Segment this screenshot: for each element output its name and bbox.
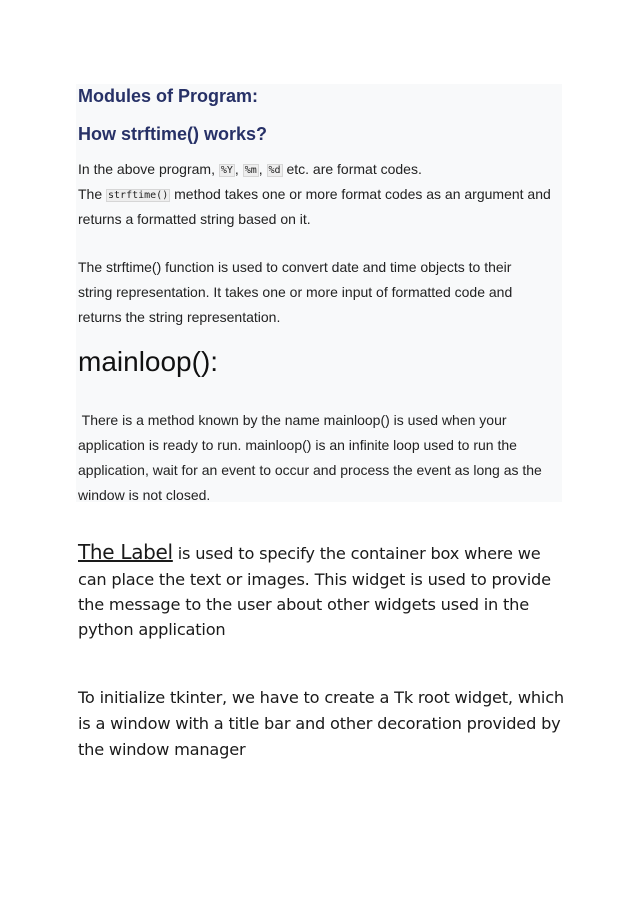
the-label-text: The Label (78, 540, 173, 564)
label-paragraph-line-4: python application (78, 620, 226, 639)
tkinter-paragraph-line-2: is a window with a title bar and other decoration provided by (78, 714, 561, 733)
label-paragraph-line-1 (78, 540, 541, 564)
text-fragment: In the above program, (78, 161, 219, 177)
strftime-paragraph-line-1 (78, 161, 422, 177)
strftime-paragraph-line-3: returns a formatted string based on it. (78, 211, 311, 227)
mainloop-paragraph-line-4: window is not closed. (78, 487, 211, 503)
text-fragment: , (258, 161, 267, 177)
code-Y: %Y (220, 165, 233, 176)
code-m: %m (244, 165, 257, 176)
heading-mainloop: mainloop(): (78, 346, 219, 377)
code-strftime: strftime() (108, 190, 169, 201)
heading-strftime: How strftime() works? (78, 124, 268, 144)
text-fragment: etc. are format codes. (282, 161, 422, 177)
text-fragment: , (234, 161, 243, 177)
strftime-function-line-1: The strftime() function is used to convert date and time objects to their (78, 259, 512, 275)
text-fragment: The (78, 186, 107, 202)
heading-modules: Modules of Program: (78, 86, 259, 106)
text-fragment: method takes one or more format codes as an argument and (170, 186, 551, 202)
mainloop-paragraph-line-1: There is a method known by the name mainloop() is used when your (78, 412, 507, 428)
tkinter-paragraph-line-3: the window manager (78, 740, 246, 759)
strftime-function-line-3: returns the string representation. (78, 309, 281, 325)
strftime-function-line-2: string representation. It takes one or more input of formatted code and (78, 284, 513, 300)
mainloop-paragraph-line-3: application, wait for an event to occur and process the event as long as the (78, 462, 542, 478)
tkinter-paragraph-line-1: To initialize tkinter, we have to create a Tk root widget, which (78, 688, 564, 707)
code-d: %d (268, 165, 281, 176)
strftime-paragraph-line-2 (78, 186, 551, 202)
label-paragraph-line-3: the message to the user about other widgets used in the (78, 595, 529, 614)
mainloop-paragraph-line-2: application is ready to run. mainloop() is an infinite loop used to run the (78, 437, 517, 453)
text-fragment: is used to specify the container box where we (172, 544, 541, 563)
label-paragraph-line-2: can place the text or images. This widget is used to provide (78, 570, 551, 589)
